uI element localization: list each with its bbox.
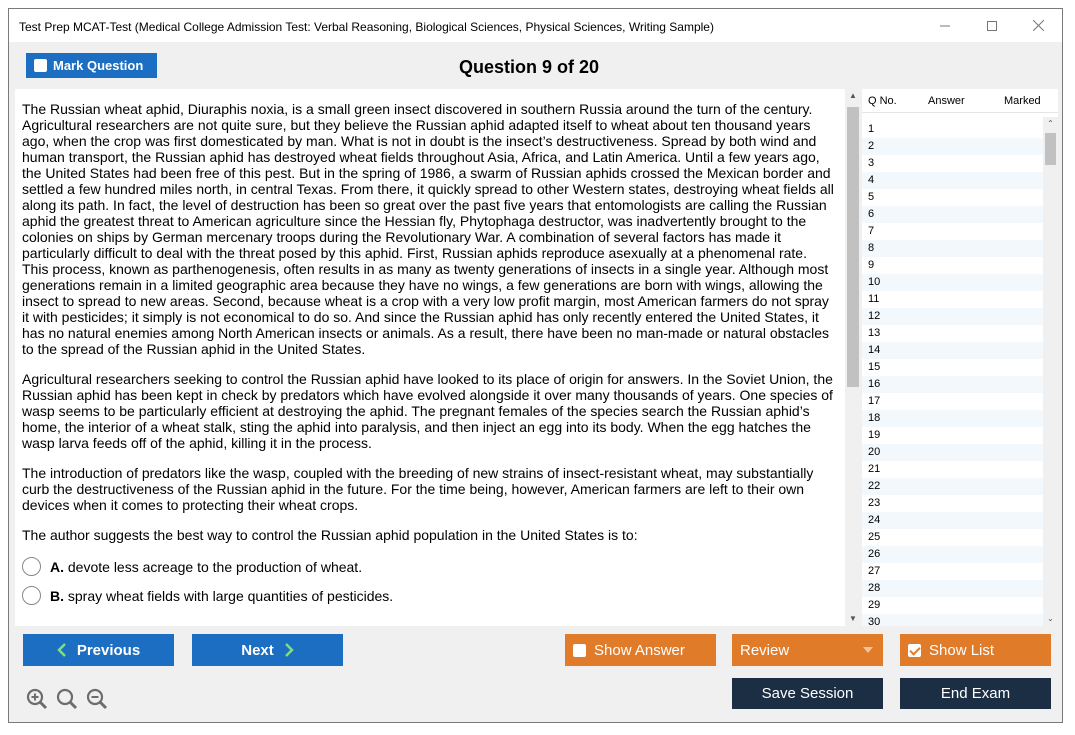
question-stem: The author suggests the best way to control the Russian aphid population in the United States is to:: [22, 527, 638, 543]
question-list-row[interactable]: 5: [862, 189, 1044, 206]
question-list-row[interactable]: 10: [862, 274, 1044, 291]
dropdown-caret-icon: [863, 647, 873, 653]
option-letter: A.: [50, 558, 64, 575]
question-list-row[interactable]: 4: [862, 172, 1044, 189]
question-list-row[interactable]: 11: [862, 291, 1044, 308]
question-list-row[interactable]: 1: [862, 121, 1044, 138]
maximize-icon: [987, 21, 997, 31]
question-list-header: [862, 89, 1058, 113]
scroll-down-icon[interactable]: ▼: [849, 614, 857, 623]
end-exam-button[interactable]: [900, 678, 1051, 709]
scroll-up-icon[interactable]: ▲: [849, 91, 857, 100]
option-text: devote less acreage to the production of wheat.: [67, 558, 363, 575]
previous-label: Previous: [76, 641, 141, 659]
save-session-label: Save Session: [761, 685, 854, 702]
title-bar: [9, 9, 1062, 42]
zoom-in-button[interactable]: [25, 687, 49, 711]
end-exam-label: End Exam: [940, 685, 1011, 702]
question-list-row[interactable]: 29: [862, 597, 1044, 614]
minimize-icon: [940, 21, 950, 31]
chevron-down-icon[interactable]: ⌄: [1047, 614, 1054, 623]
question-counter: Question 9 of 20: [458, 57, 600, 77]
question-list-row[interactable]: 20: [862, 444, 1044, 461]
question-list-row[interactable]: 23: [862, 495, 1044, 512]
next-button[interactable]: [192, 634, 343, 666]
question-list-row[interactable]: 9: [862, 257, 1044, 274]
close-icon: [1033, 20, 1044, 31]
question-list-row[interactable]: 6: [862, 206, 1044, 223]
zoom-reset-button[interactable]: [55, 687, 79, 711]
show-answer-label: Show Answer: [594, 641, 685, 659]
show-answer-toggle[interactable]: [565, 634, 716, 666]
app-window: [8, 8, 1063, 723]
question-list-row[interactable]: 3: [862, 155, 1044, 172]
previous-button[interactable]: [23, 634, 174, 666]
passage-text: [22, 101, 834, 615]
column-header-qno[interactable]: Q No.: [868, 94, 897, 107]
question-list-row[interactable]: 27: [862, 563, 1044, 580]
show-list-toggle[interactable]: [900, 634, 1051, 666]
question-list-row[interactable]: 13: [862, 325, 1044, 342]
zoom-out-icon: [86, 688, 108, 710]
chevron-right-icon: [284, 643, 294, 657]
question-list-row[interactable]: 17: [862, 393, 1044, 410]
column-header-marked[interactable]: Marked: [1004, 94, 1041, 107]
radio-button[interactable]: [22, 586, 41, 605]
close-button[interactable]: [1015, 9, 1061, 42]
question-list-row[interactable]: 2: [862, 138, 1044, 155]
chevron-up-icon[interactable]: ⌃: [1047, 119, 1054, 128]
answer-option-a[interactable]: [22, 557, 834, 576]
question-list-row[interactable]: 24: [862, 512, 1044, 529]
column-header-answer[interactable]: Answer: [928, 94, 965, 107]
next-label: Next: [241, 641, 274, 659]
radio-button[interactable]: [22, 557, 41, 576]
checkbox-icon[interactable]: [908, 644, 921, 657]
show-list-label: Show List: [929, 641, 995, 659]
minimize-button[interactable]: [922, 9, 968, 42]
window-title: Test Prep MCAT-Test (Medical College Admission Test: Verbal Reasoning, Biological Sciences, Physical Sciences, Writing Sample): [19, 20, 714, 34]
question-list: [862, 89, 1058, 626]
zoom-in-icon: [26, 688, 48, 710]
scrollbar-thumb[interactable]: [847, 107, 859, 387]
zoom-reset-icon: [56, 688, 78, 710]
chevron-left-icon: [57, 643, 67, 657]
question-header: [9, 42, 1062, 89]
passage-scrollbar[interactable]: [845, 89, 861, 626]
question-list-row[interactable]: 19: [862, 427, 1044, 444]
scrollbar-thumb[interactable]: [1045, 133, 1056, 165]
answer-option-b[interactable]: [22, 586, 834, 605]
passage-paragraph: The introduction of predators like the wasp, coupled with the breeding of new strains of insect-resistant wheat, may substantially curb the destructiveness of the Russian aphid in the future. For the time being, however, American farmers are left to their own devices when it comes to protecting their wheat crops.: [22, 465, 814, 513]
question-list-scrollbar[interactable]: [1043, 117, 1058, 626]
question-list-row[interactable]: 7: [862, 223, 1044, 240]
review-label: Review: [740, 641, 790, 659]
question-list-row[interactable]: 30: [862, 614, 1044, 626]
mark-question-label: Mark Question: [53, 58, 144, 73]
question-list-row[interactable]: 28: [862, 580, 1044, 597]
question-list-row[interactable]: 14: [862, 342, 1044, 359]
maximize-button[interactable]: [969, 9, 1015, 42]
passage-paragraph: Agricultural researchers seeking to control the Russian aphid have looked to its place of origin for answers. In the Soviet Union, the Russian aphid has been kept in check by predators which have evolved alongside it over many thousands of years. One species of wasp seems to be particularly efficient at destroying the aphid. The pregnant females of the species search the Russian aphid’s home, the interior of a wheat stalk, sting the aphid into paralysis, and then inject an egg into its body. When the egg hatches the wasp larva feeds off of the aphid, killing it in the process.: [22, 371, 833, 451]
question-list-row[interactable]: 21: [862, 461, 1044, 478]
review-dropdown[interactable]: [732, 634, 883, 666]
passage-panel: [15, 89, 845, 626]
question-list-row[interactable]: 18: [862, 410, 1044, 427]
passage-paragraph: The Russian wheat aphid, Diuraphis noxia, is a small green insect discovered in southern Russia around the turn of the century. Agricultural researchers are not quite sure, but they believe the Russian aphid adapted itself to wheat about ten thousand years ago, when the crop was first domesticated by man. What is not in doubt is the insect’s destructiveness. Spread by both wind and human transport, the Russian aphid has destroyed wheat fields throughout Asia, Africa, and Latin America. Until a few years ago, the United States had been free of this pest. But in the spring of 1986, a swarm of Russian aphids crossed the Mexican border and settled a few hundred miles north, in central Texas. From there, it quickly spread to other Western states, destroying wheat fields all along its path. In fact, the level of destruction has been so great over the past five years that entomologists are calling the Russian aphid the greatest threat to American agriculture since the Hessian fly, Phytophaga destructor, was inadvertently brought to the colonies on ships by German mercenary troops during the Revolutionary War. A combination of several factors has made it particularly difficult to deal with the threat posed by this aphid. First, Russian aphids reproduce asexually at a phenomenal rate. This process, known as parthenogenesis, often results in as many as twenty generations of insects in a single year. Although most generations remain in a limited geographic area because they have no wings, a few generations are born with wings, allowing the insect to spread to new areas. Second, because wheat is a crop with a very low profit margin, most American farmers do not spray it with pesticides; it simply is not economical to do so. And since the Russian aphid has only recently entered the United States, it has no natural enemies among North American insects or animals. As a result, there have been no man-made or natural obstacles to the spread of the Russian aphid in the United States.: [22, 101, 834, 357]
question-list-row[interactable]: 8: [862, 240, 1044, 257]
checkbox-icon[interactable]: [573, 644, 586, 657]
question-list-row[interactable]: 15: [862, 359, 1044, 376]
question-list-rows: [862, 121, 1044, 626]
question-list-row[interactable]: 12: [862, 308, 1044, 325]
question-list-row[interactable]: 26: [862, 546, 1044, 563]
save-session-button[interactable]: [732, 678, 883, 709]
zoom-out-button[interactable]: [85, 687, 109, 711]
option-text: spray wheat fields with large quantities of pesticides.: [67, 587, 394, 604]
question-list-row[interactable]: 22: [862, 478, 1044, 495]
option-letter: B.: [50, 587, 64, 604]
question-list-row[interactable]: 25: [862, 529, 1044, 546]
question-list-row[interactable]: 16: [862, 376, 1044, 393]
